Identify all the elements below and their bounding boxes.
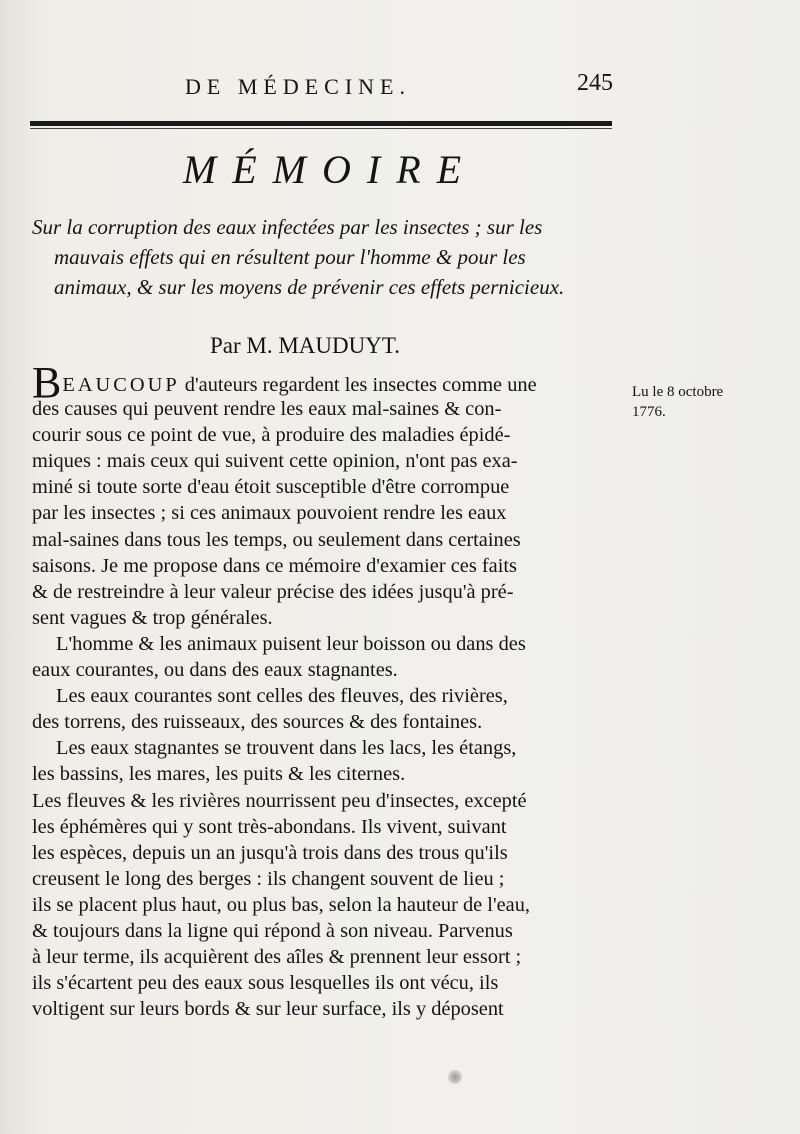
memoir-subtitle [32, 212, 622, 302]
body-line: miné si toute sorte d'eau étoit susceptible d'être corrompue [32, 476, 510, 499]
body-line: par les insectes ; si ces animaux pouvoient rendre les eaux [32, 502, 507, 525]
drop-cap: B [32, 358, 63, 407]
header-rule [30, 121, 612, 129]
body-line: mal-saines dans tous les temps, ou seulement dans certaines [32, 528, 521, 551]
subtitle-line: Sur la corruption des eaux infectées par les insectes ; sur les [32, 215, 543, 239]
body-line: L'homme & les animaux puisent leur boisson ou dans des [56, 632, 526, 655]
body-line: ils s'écartent peu des eaux sous lesquelles ils ont vécu, ils [32, 972, 499, 995]
body-line: eaux courantes, ou dans des eaux stagnantes. [32, 659, 398, 682]
page-number: 245 [577, 70, 613, 96]
body-line: des causes qui peuvent rendre les eaux mal-saines & con- [32, 398, 502, 421]
body-line: les espèces, depuis un an jusqu'à trois dans des trous qu'ils [32, 841, 508, 864]
body-line: courir sous ce point de vue, à produire des maladies épidé- [32, 424, 511, 447]
author-byline: Par M. MAUDUYT. [210, 333, 400, 358]
body-line: à leur terme, ils acquièrent des aîles & prennent leur essort ; [32, 946, 522, 969]
body-line: voltigent sur leurs bords & sur leur surface, ils y déposent [32, 998, 504, 1021]
body-line: ils se placent plus haut, ou plus bas, selon la hauteur de l'eau, [32, 893, 531, 916]
body-line: saisons. Je me propose dans ce mémoire d'examier ces faits [32, 554, 517, 577]
running-title: DE MÉDECINE. [185, 74, 411, 99]
running-header [185, 70, 635, 106]
paper-stain [448, 1070, 462, 1084]
margin-note [632, 382, 792, 422]
subtitle-line: mauvais effets qui en résultent pour l'homme & pour les [54, 245, 526, 269]
body-line: les bassins, les mares, les puits & les citernes. [32, 763, 406, 786]
first-word-rest: EAUCOUP [62, 374, 180, 396]
body-line: miques : mais ceux qui suivent cette opinion, n'ont pas exa- [32, 450, 518, 473]
margin-note-year: 1776. [632, 404, 666, 420]
body-line: Les fleuves & les rivières nourrissent peu d'insectes, excepté [32, 789, 527, 812]
body-line: & de restreindre à leur valeur précise des idées jusqu'à pré- [32, 580, 514, 603]
body-line: Les eaux courantes sont celles des fleuves, des rivières, [56, 685, 508, 708]
body-line: sent vagues & trop générales. [32, 606, 273, 629]
body-line: creusent le long des berges : ils changent souvent de lieu ; [32, 867, 505, 890]
body-line: des torrens, des ruisseaux, des sources & des fontaines. [32, 711, 483, 734]
memoir-title: MÉMOIRE [182, 147, 478, 192]
body-line [32, 358, 624, 407]
margin-note-date: Lu le 8 octobre [632, 384, 724, 400]
body-line: & toujours dans la ligne qui répond à son niveau. Parvenus [32, 919, 513, 942]
body-line-text: d'auteurs regardent les insectes comme une [179, 374, 537, 396]
body-line: les éphémères qui y sont très-abondans. Ils vivent, suivant [32, 815, 507, 838]
body-line: Les eaux stagnantes se trouvent dans les lacs, les étangs, [56, 737, 517, 760]
subtitle-line: animaux, & sur les moyens de prévenir ces effets pernicieux. [54, 275, 565, 299]
body-text [32, 358, 624, 1022]
